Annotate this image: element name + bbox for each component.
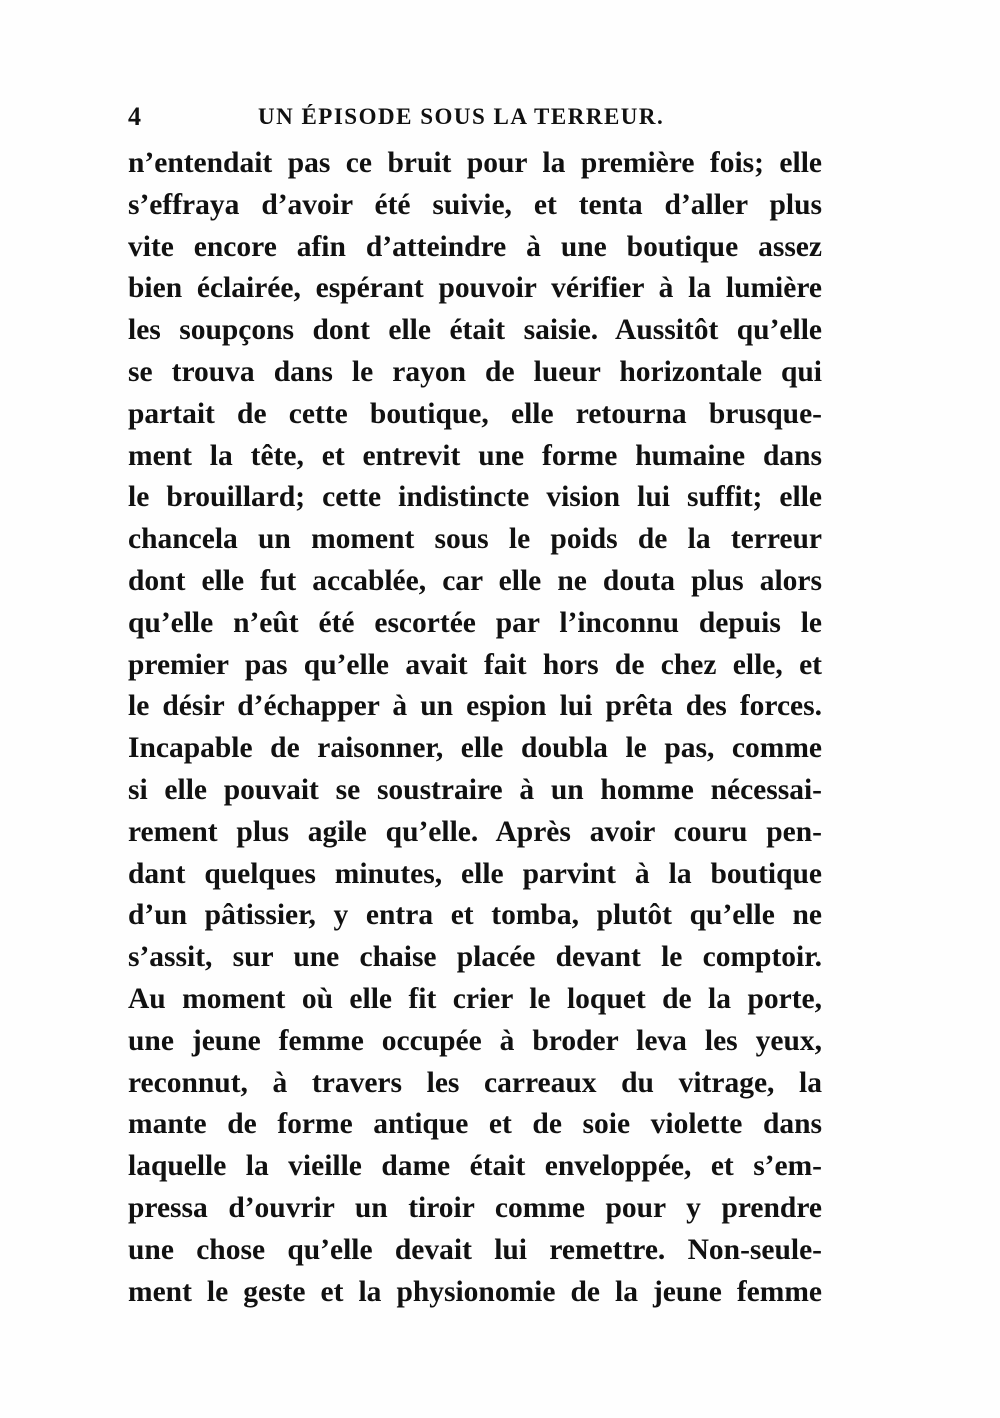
text-line: ment le geste et la physionomie de la jeune femme [128,1275,822,1308]
text-line: si elle pouvait se soustraire à un homme nécessai- [128,773,822,806]
text-line: s’effraya d’avoir été suivie, et tenta d’aller plus [128,188,822,221]
text-line: le brouillard; cette indistincte vision lui suffit; elle [128,481,822,514]
text-line: qu’elle n’eût été escortée par l’inconnu depuis le [128,606,822,639]
text-line: une chose qu’elle devait lui remettre. Non-seule- [128,1233,822,1266]
text-line: laquelle la vieille dame était enveloppée, et s’em- [128,1150,822,1183]
text-line: dant quelques minutes, elle parvint à la boutique [128,857,822,890]
body-text [128,143,822,1313]
text-line: se trouva dans le rayon de lueur horizontale qui [128,355,822,388]
text-line: premier pas qu’elle avait fait hors de chez elle, et [128,648,822,681]
text-line: les soupçons dont elle était saisie. Aussitôt qu’elle [128,314,822,347]
text-line: bien éclairée, espérant pouvoir vérifier à la lumière [128,272,822,305]
page-number: 4 [128,102,141,131]
text-line: une jeune femme occupée à broder leva les yeux, [128,1024,822,1057]
text-line: Au moment où elle fit crier le loquet de la porte, [128,982,822,1015]
text-line: n’entendait pas ce bruit pour la première fois; elle [128,147,822,179]
text-line: mante de forme antique et de soie violette dans [128,1108,822,1141]
text-line: pressa d’ouvrir un tiroir comme pour y prendre [128,1191,822,1224]
text-line: dont elle fut accablée, car elle ne douta plus alors [128,564,822,597]
text-line: reconnut, à travers les carreaux du vitrage, la [128,1066,822,1099]
text-line: le désir d’échapper à un espion lui prêta des forces. [128,690,822,723]
text-line: ment la tête, et entrevit une forme humaine dans [128,439,822,472]
text-line: partait de cette boutique, elle retourna brusque- [128,397,822,430]
text-line: Incapable de raisonner, elle doubla le pas, comme [128,732,822,765]
text-line: d’un pâtissier, y entra et tomba, plutôt qu’elle ne [128,899,822,932]
page-header [128,100,822,134]
text-line: vite encore afin d’atteindre à une boutique assez [128,230,822,263]
text-line: chancela un moment sous le poids de la terreur [128,523,822,556]
running-title: UN ÉPISODE SOUS LA TERREUR. [258,104,665,129]
text-line: s’assit, sur une chaise placée devant le comptoir. [128,941,822,974]
text-line: rement plus agile qu’elle. Après avoir couru pen- [128,815,822,848]
